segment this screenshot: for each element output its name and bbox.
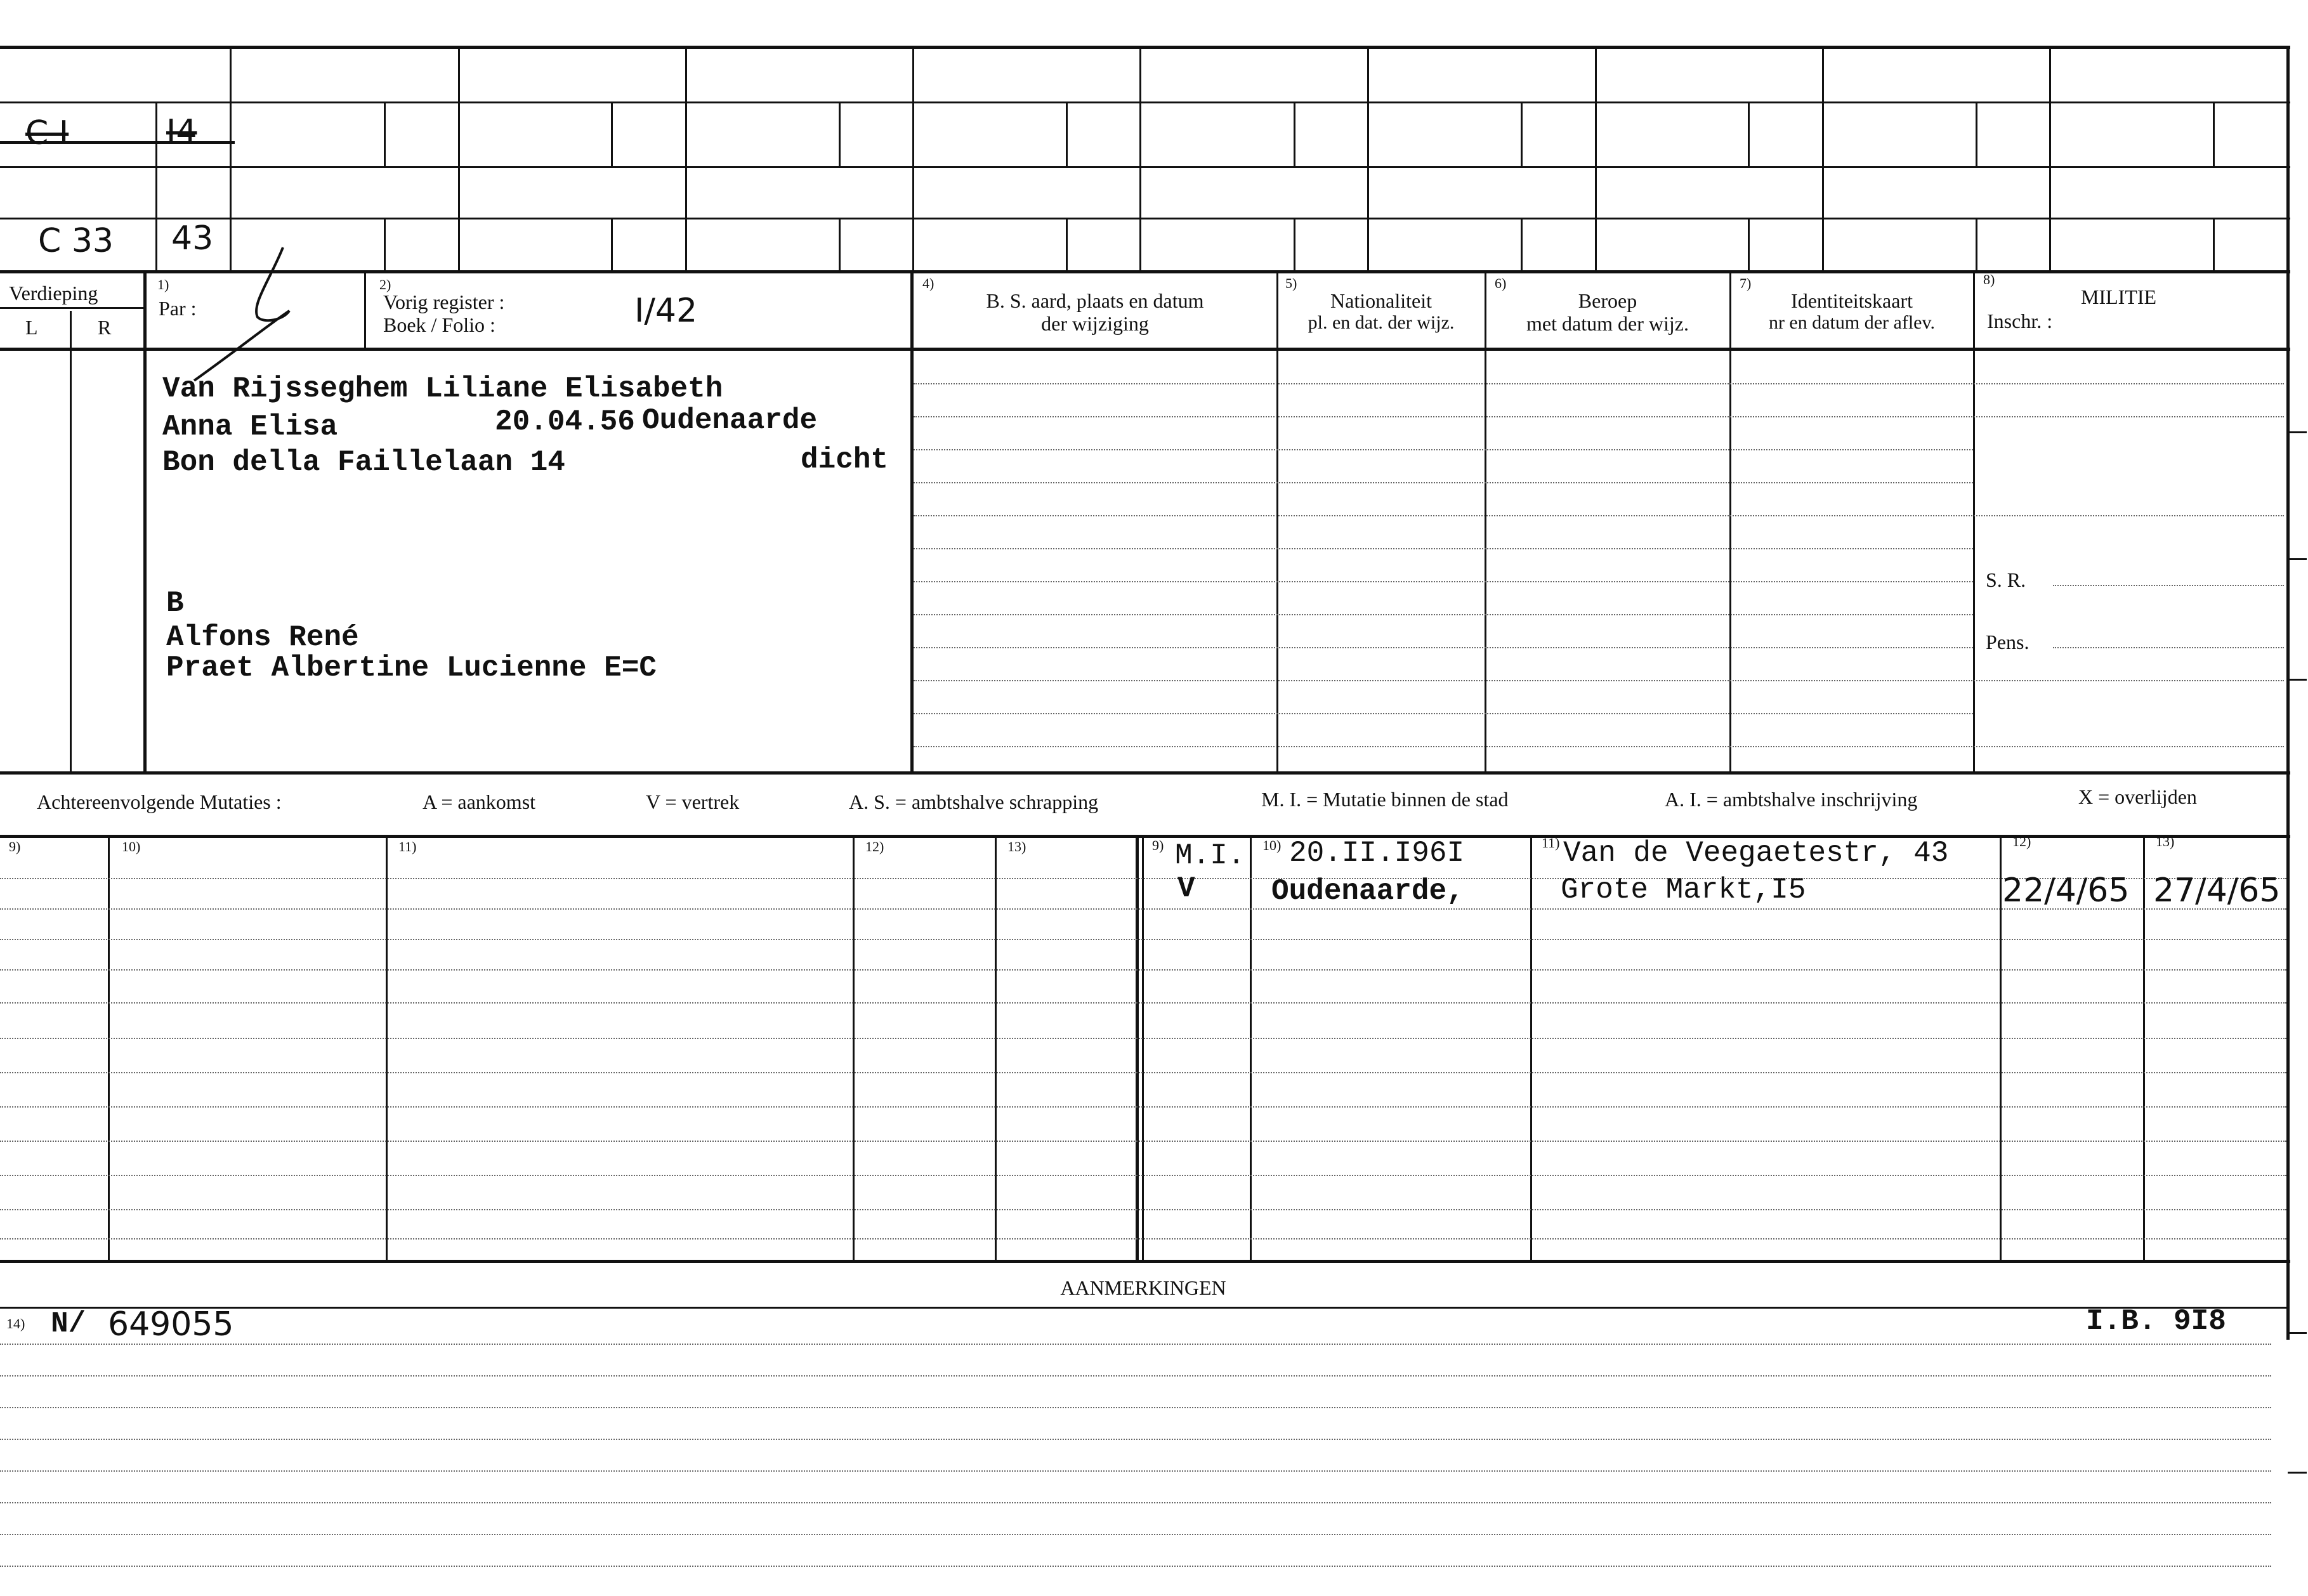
legend-mi: M. I. = Mutatie binnen de stad — [1261, 788, 1509, 811]
mutation-address-2: Grote Markt,I5 — [1561, 873, 1806, 906]
grid-line — [0, 166, 2290, 168]
bs-header-line1: B. S. aard, plaats en datum — [986, 289, 1204, 312]
grid-line — [1521, 218, 1523, 270]
nat-header-line2: pl. en dat. der wijz. — [1308, 312, 1455, 333]
col-11-label-2: 11) — [1542, 835, 1560, 851]
header-top-border — [0, 270, 2290, 273]
grid-line — [995, 835, 997, 1260]
grid-line — [1142, 835, 1144, 1260]
militie-label: MILITIE — [2081, 285, 2157, 308]
section-bottom-border — [0, 771, 2290, 775]
grid-line — [458, 46, 460, 270]
note-8: 8) — [1983, 271, 1995, 287]
grid-line — [839, 101, 841, 166]
person-name-line1: Van Rijsseghem Liliane Elisabeth — [162, 372, 723, 405]
person-name-line2: Anna Elisa — [162, 410, 338, 443]
mutation-address-1: Van de Veegaetestr, 43 — [1563, 837, 1949, 870]
top-border — [0, 46, 2290, 49]
note-4: 4) — [922, 275, 934, 291]
grid-line — [1748, 101, 1750, 166]
person-relation: dicht — [801, 443, 889, 476]
grid-line — [685, 46, 687, 270]
grid-line — [1136, 835, 1139, 1260]
grid-line — [2213, 218, 2215, 270]
person-b-mark: B — [166, 587, 184, 620]
right-border — [2286, 46, 2290, 1340]
legend-a: A = aankomst — [423, 790, 536, 813]
grid-line — [1521, 101, 1523, 166]
grid-line — [1066, 101, 1068, 166]
person-birth-date: 20.04.56 — [495, 405, 635, 438]
remarks-number: 649055 — [108, 1305, 234, 1344]
remarks-code: N/ — [51, 1307, 86, 1340]
note-2: 2) — [379, 277, 391, 292]
grid-line — [1973, 270, 1975, 774]
grid-line — [384, 101, 386, 166]
grid-line — [1976, 218, 1977, 270]
col-13-label: 13) — [1007, 839, 1026, 854]
mutation-place: Oudenaarde, — [1271, 875, 1464, 908]
grid-line — [0, 218, 2290, 219]
grid-line — [853, 835, 855, 1260]
grid-line — [2049, 46, 2051, 270]
note-7: 7) — [1740, 275, 1752, 291]
grid-line — [386, 835, 388, 1260]
grid-line — [1729, 270, 1731, 774]
grid-line — [384, 218, 386, 270]
handwritten-par-mark — [188, 241, 315, 387]
note-5: 5) — [1285, 275, 1297, 291]
col-10-label: 10) — [122, 839, 141, 854]
vorig-register-label: Vorig register : — [383, 291, 505, 313]
grid-line — [1748, 218, 1750, 270]
grid-line — [611, 218, 613, 270]
grid-line — [611, 101, 613, 166]
boek-folio-label: Boek / Folio : — [383, 313, 495, 336]
grid-line — [1595, 46, 1597, 270]
col-9-label: 9) — [9, 839, 21, 854]
grid-line — [0, 307, 143, 309]
inschr-label: Inschr. : — [1987, 310, 2053, 332]
note-14: 14) — [6, 1316, 25, 1331]
code-row2-right: 43 — [171, 219, 214, 258]
grid-line — [1294, 218, 1295, 270]
beroep-header-line1: Beroep — [1578, 289, 1637, 312]
note-6: 6) — [1495, 275, 1507, 291]
header-bottom-border — [0, 348, 2290, 351]
col-9-label-2: 9) — [1152, 837, 1164, 853]
par-label: Par : — [159, 297, 197, 320]
col-l-label: L — [25, 316, 38, 339]
grid-line — [155, 101, 157, 270]
grid-line — [1066, 218, 1068, 270]
person-mother: Praet Albertine Lucienne E=C — [166, 651, 657, 684]
grid-line — [1976, 101, 1977, 166]
remarks-ib: I.B. 9I8 — [2086, 1305, 2226, 1338]
sr-label: S. R. — [1986, 568, 2026, 591]
beroep-header-line2: met datum der wijz. — [1526, 312, 1689, 335]
pens-dotted-line — [2053, 647, 2284, 648]
sr-dotted-line — [2053, 585, 2284, 586]
grid-line — [1250, 835, 1252, 1260]
col-10-label-2: 10) — [1262, 837, 1282, 853]
code-row2-left: C 33 — [38, 222, 114, 260]
id-header-line1: Identiteitskaart — [1791, 289, 1913, 312]
mutations-bottom-border — [0, 1260, 2290, 1263]
pens-label: Pens. — [1986, 631, 2029, 653]
grid-line — [1485, 270, 1486, 774]
code-row1-left: C I — [25, 114, 69, 152]
col-13-label-2: 13) — [2156, 834, 2175, 849]
person-father: Alfons René — [166, 621, 359, 654]
nat-header-line1: Nationaliteit — [1330, 289, 1432, 312]
bs-header-line2: der wijziging — [1041, 312, 1149, 335]
legend-v: V = vertrek — [646, 790, 740, 813]
mutation-date-13: 27/4/65 — [2153, 872, 2281, 910]
code-row1-right: I4 — [166, 113, 197, 151]
grid-line — [1367, 46, 1369, 270]
mutation-date: 20.II.I96I — [1289, 837, 1465, 870]
grid-line — [70, 311, 72, 774]
grid-line — [2213, 101, 2215, 166]
remarks-top-border — [0, 1307, 2286, 1309]
col-12-label: 12) — [865, 839, 884, 854]
grid-line — [1822, 46, 1824, 270]
grid-line — [1294, 101, 1295, 166]
grid-line — [230, 46, 232, 270]
legend-x: X = overlijden — [2078, 785, 2197, 808]
col-r-label: R — [98, 316, 112, 339]
grid-line — [0, 101, 2290, 103]
person-address: Bon della Faillelaan 14 — [162, 446, 565, 479]
grid-line — [910, 270, 914, 774]
note-1: 1) — [157, 277, 169, 292]
folio-value: I/42 — [634, 292, 698, 330]
grid-line — [1530, 835, 1532, 1260]
person-birth-place: Oudenaarde — [642, 404, 818, 437]
grid-line — [2000, 835, 2002, 1260]
grid-line — [108, 835, 110, 1260]
col-11-label: 11) — [398, 839, 417, 854]
remarks-title: AANMERKINGEN — [1060, 1276, 1226, 1299]
verdieping-label: Verdieping — [9, 282, 98, 304]
mutations-title: Achtereenvolgende Mutaties : — [37, 790, 282, 813]
grid-line — [912, 46, 914, 270]
grid-line — [2143, 835, 2145, 1260]
grid-line — [839, 218, 841, 270]
grid-line — [1276, 270, 1278, 774]
col-12-label-2: 12) — [2012, 834, 2031, 849]
grid-line — [364, 270, 366, 348]
mutation-type-1: M.I. — [1175, 839, 1245, 872]
legend-as: A. S. = ambtshalve schrapping — [849, 790, 1099, 813]
strike-line — [0, 141, 235, 144]
grid-line — [143, 270, 147, 774]
mutation-date-12: 22/4/65 — [2002, 872, 2130, 910]
legend-ai: A. I. = ambtshalve inschrijving — [1665, 788, 1918, 811]
id-header-line2: nr en datum der aflev. — [1768, 312, 1936, 333]
grid-line — [1139, 46, 1141, 270]
mutation-type-2: V — [1177, 872, 1195, 905]
